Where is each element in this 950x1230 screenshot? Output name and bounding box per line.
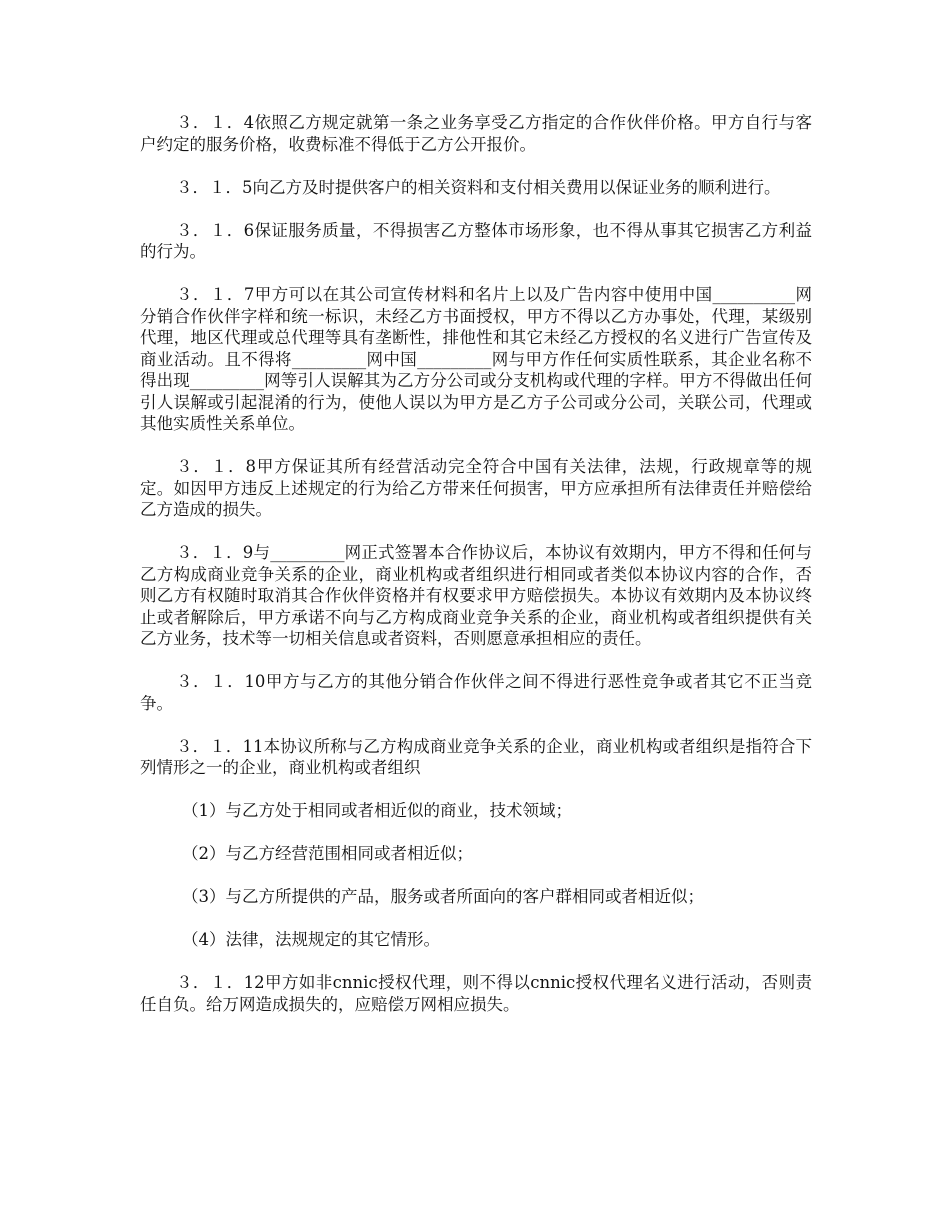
clause-3-1-9: ３．１．9与_________网正式签署本合作协议后，本协议有效期内，甲方不得和任何与乙方构成商业竞争关系的企业，商业机构或者组织进行相同或者类似本协议内容的合作，否则乙方有权随时取消其合作伙伴资格并有权要求甲方赔偿损失。本协议有效期内及本协议终止或者解除后，甲方承诺不向与乙方构成商业竞争关系的企业，商业机构或者组织提供有关乙方业务，技术等一切相关信息或者资料，否则愿意承担相应的责任。 (140, 543, 812, 648)
list-item-1: （1）与乙方处于相同或者相近似的商业，技术领域； (182, 801, 572, 820)
clause-3-1-10: ３．１．10甲方与乙方的其他分销合作伙伴之间不得进行恶性竞争或者其它不正当竞争。 (140, 672, 812, 713)
list-item-4: （4）法律，法规规定的其它情形。 (182, 930, 440, 949)
clause-3-1-4: ３．１．4依照乙方规定就第一条之业务享受乙方指定的合作伙伴价格。甲方自行与客户约定的服务价格，收费标准不得低于乙方公开报价。 (140, 113, 812, 154)
clause-3-1-12: ３．１．12甲方如非cnnic授权代理，则不得以cnnic授权代理名义进行活动，否则责任自负。给万网造成损失的，应赔偿万网相应损失。 (140, 973, 812, 1014)
clause-3-1-6: ３．１．6保证服务质量，不得损害乙方整体市场形象，也不得从事其它损害乙方利益的行为。 (140, 220, 812, 261)
clause-3-1-5: ３．１．5向乙方及时提供客户的相关资料和支付相关费用以保证业务的顺利进行。 (176, 177, 781, 197)
clause-3-1-7: ３．１．7甲方可以在其公司宣传材料和名片上以及广告内容中使用中国__________网分销合作伙伴字样和统一标识，未经乙方书面授权，甲方不得以乙方办事处，代理，某级别代理，地区代理或总代理等具有垄断性，排他性和其它未经乙方授权的名义进行广告宣传及商业活动。且不得将_________网中国_________网与甲方作任何实质性联系，其企业名称不得出现_________网等引人误解其为乙方分公司或分支机构或代理的字样。甲方不得做出任何引人误解或引起混淆的行为，使他人误以为甲方是乙方子公司或分公司，关联公司，代理或其他实质性关系单位。 (140, 285, 812, 433)
clause-3-1-11: ３．１．11本协议所称与乙方构成商业竞争关系的企业，商业机构或者组织是指符合下列情形之一的企业，商业机构或者组织 (140, 736, 812, 777)
clause-3-1-8: ３．１．8甲方保证其所有经营活动完全符合中国有关法律，法规，行政规章等的规定。如因甲方违反上述规定的行为给乙方带来任何损害，甲方应承担所有法律责任并赔偿给乙方造成的损失。 (140, 457, 812, 519)
document-page (140, 112, 812, 1015)
list-item-3: （3）与乙方所提供的产品，服务或者所面向的客户群相同或者相近似； (182, 887, 704, 906)
list-item-2: （2）与乙方经营范围相同或者相近似； (182, 844, 473, 863)
